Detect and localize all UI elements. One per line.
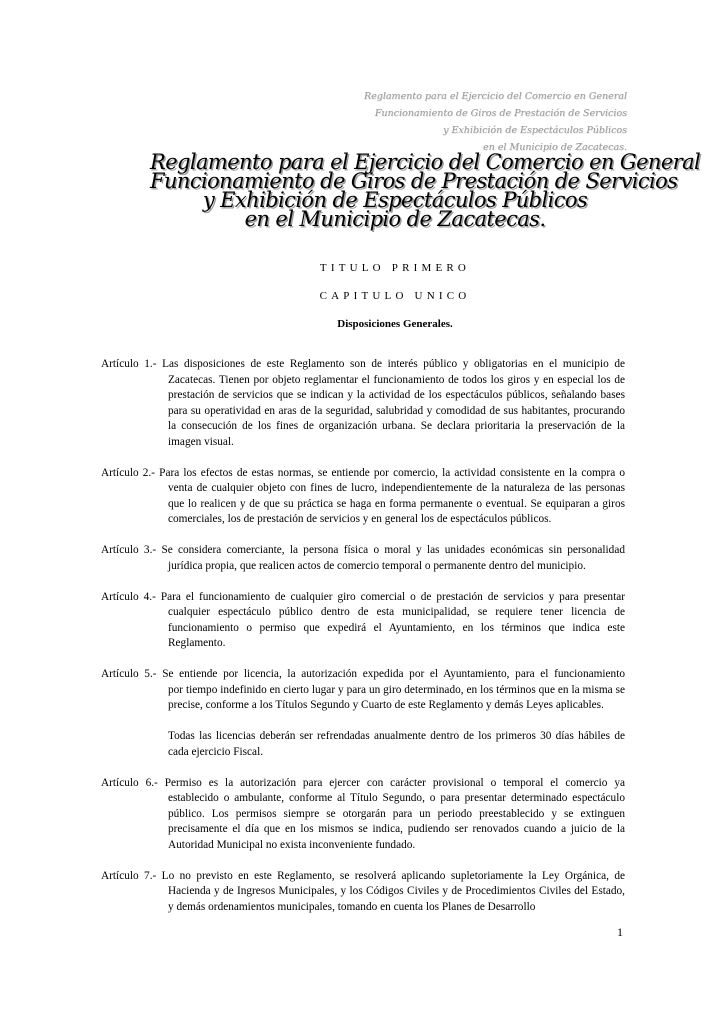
running-header-line: en el Municipio de Zacatecas.: [483, 142, 627, 153]
running-header: [364, 88, 627, 156]
titulo-heading: TITULO PRIMERO: [319, 262, 471, 274]
title-line: en el Municipio de Zacatecas.: [244, 207, 546, 231]
article-first-line: Artículo 7.- Lo no previsto en este Reglamento, se resolverá aplicando supletoriamente la Ley Orgánica, de: [101, 869, 625, 882]
article-1: [101, 357, 625, 450]
section-subheading: Disposiciones Generales.: [337, 318, 453, 330]
article-body: jurídica propia, que realicen actos de comercio temporal o permanente dentro del municipio.: [168, 559, 586, 572]
article-2: [101, 466, 625, 528]
document-title: [150, 150, 701, 231]
title-line: Reglamento para el Ejercicio del Comercio en General: [150, 150, 701, 174]
article-first-line: Artículo 6.- Permiso es la autorización para ejercer con carácter provisional o temporal el comercio ya: [101, 776, 625, 789]
running-header-line: y Exhibición de Espectáculos Públicos: [443, 125, 627, 136]
article-3: [101, 543, 625, 574]
article-first-line: Artículo 2.- Para los efectos de estas normas, se entiende por comercio, la actividad consistente en la compra o: [101, 466, 625, 479]
article-body: Hacienda y de Ingresos Municipales, y los Códigos Civiles y de Procedimientos Civiles del Estado, y demás ordenamientos municipales, tomando en cuenta los Planes de Desarrollo: [168, 885, 625, 913]
article-4: [101, 590, 625, 652]
article-first-line: Artículo 3.- Se considera comerciante, la persona física o moral y las unidades económicas sin personalidad: [101, 544, 625, 556]
article-7: [101, 869, 625, 916]
article-5: [101, 667, 625, 760]
article-body: establecido o ambulante, conforme al Título Segundo, o para presentar determinado espectáculo público. Los permisos siempre se otorgarán para un periodo preestablecido y se extinguen precisamente el día que en los mismos se indica, pudiendo ser renovados cuando a juicio de la Autoridad Municipal no exista inconveniente fundado.: [168, 792, 625, 851]
title-line: Funcionamiento de Giros de Prestación de Servicios: [150, 169, 678, 193]
article-first-line: Artículo 5.- Se entiende por licencia, la autorización expedida por el Ayuntamiento, para el funcionamiento: [101, 668, 625, 680]
articles-body: [101, 357, 625, 931]
running-header-line: Reglamento para el Ejercicio del Comercio en General: [364, 91, 627, 102]
article-body: por tiempo indefinido en cierto lugar y para un giro determinado, en los términos que en la misma se precise, conforme a los Títulos Segundo y Cuarto de este Reglamento y demás Leyes aplicables.: [168, 683, 625, 711]
article-6: [101, 776, 625, 854]
article-extra-paragraph: Todas las licencias deberán ser refrendadas anualmente dentro de los primeros 30 días hábiles de cada ejercicio Fiscal.: [168, 730, 625, 758]
article-body: venta de cualquier objeto con fines de lucro, independientemente de la naturaleza de las personas que lo realicen y de que su práctica se haga en forma permanente o eventual. Se equiparan a giros comerciales, los de prestación de servicios y en general los de espectáculos públicos.: [168, 482, 625, 525]
page-number: 1: [617, 925, 623, 939]
capitulo-heading: CAPITULO UNICO: [319, 290, 471, 302]
article-first-line: Artículo 1.- Las disposiciones de este Reglamento son de interés público y obligatorias en el municipio de: [101, 358, 625, 370]
article-body: cualquier espectáculo público dentro de esta municipalidad, se requiere tener licencia de funcionamiento o permiso que expedirá el Ayuntamiento, en los términos que indica este Reglamento.: [168, 606, 625, 649]
article-first-line: Artículo 4.- Para el funcionamiento de cualquier giro comercial o de prestación de servicios y para presentar: [101, 590, 625, 603]
article-body: Zacatecas. Tienen por objeto reglamentar el funcionamiento de todos los giros y en especial los de prestación de servicios que se indican y la actividad de los espectáculos públicos, señalando bases para su operatividad en aras de la seguridad, salubridad y comodidad de sus habitantes, procurando la consecución de los fines de organización urbana. Se declara prioritaria la preservación de la imagen visual.: [168, 373, 625, 448]
title-line: y Exhibición de Espectáculos Públicos: [202, 188, 588, 212]
running-header-line: Funcionamiento de Giros de Prestación de Servicios: [374, 108, 627, 119]
